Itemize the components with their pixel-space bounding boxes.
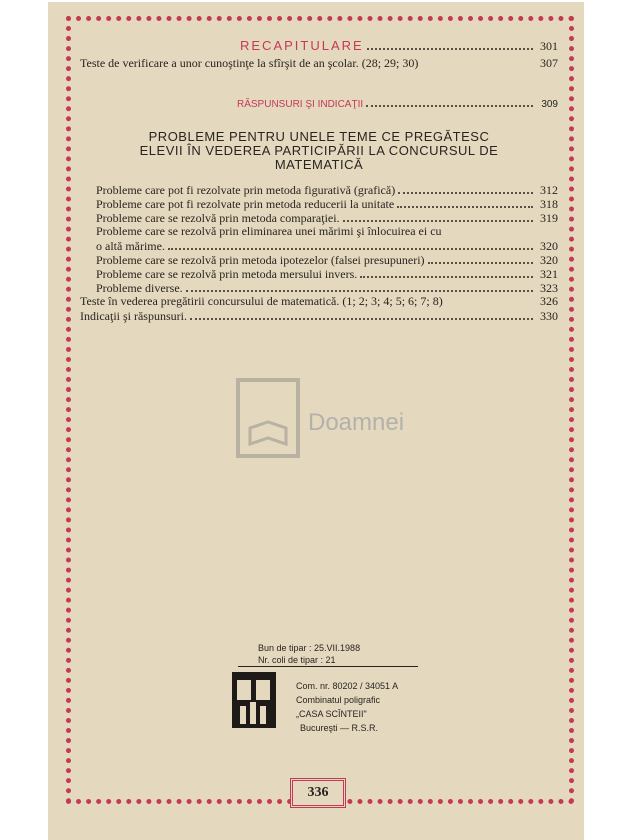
imprint-casa: „CASA SCÎNTEII" xyxy=(296,709,367,719)
toc-entry-teste xyxy=(80,56,558,70)
toc-entry-page: 309 xyxy=(541,99,558,110)
toc-entry-page: 307 xyxy=(540,56,558,70)
toc-entry-label: o altă mărime. xyxy=(96,239,165,253)
leader-dots xyxy=(428,252,533,264)
toc-entry-page: 323 xyxy=(540,281,558,295)
toc-entry-page: 321 xyxy=(540,267,558,281)
toc-entry-recapitulare xyxy=(80,38,558,53)
toc-entry xyxy=(96,210,558,225)
toc-entry xyxy=(96,238,558,253)
toc-entry xyxy=(96,252,558,267)
toc-entry-label: Teste în vederea pregătirii concursului de matematică. (1; 2; 3; 4; 5; 6; 7; 8) xyxy=(80,294,443,308)
book-icon xyxy=(236,378,406,460)
leader-dots xyxy=(343,210,533,222)
publisher-logo xyxy=(232,672,276,728)
toc-entry-page: 319 xyxy=(540,211,558,225)
toc-entry xyxy=(96,224,558,238)
toc-entry-label: Probleme care se rezolvă prin metoda comparaţiei. xyxy=(96,211,340,225)
leader-dots xyxy=(190,308,533,320)
toc-entry-label: Probleme care se rezolvă prin metoda ipotezelor (falsei presupuneri) xyxy=(96,253,425,267)
toc-entry-raspunsuri xyxy=(80,95,558,112)
toc-entry-label: Probleme care pot fi rezolvate prin metoda figurativă (grafică) xyxy=(96,183,396,197)
toc-entry xyxy=(96,196,558,211)
toc-entry-page: 301 xyxy=(540,39,558,53)
toc-entry-page: 330 xyxy=(540,309,558,323)
imprint-bun-de-tipar: Bun de tipar : 25.VII.1988 xyxy=(258,643,361,653)
page-number: 336 xyxy=(290,778,346,808)
imprint-city: Bucureşti — R.S.R. xyxy=(300,723,379,733)
leader-dots xyxy=(366,95,533,107)
section-heading-line-2: ELEVII ÎN VEDEREA PARTICIPĂRII LA CONCURSUL DE xyxy=(139,143,499,158)
toc-entry xyxy=(80,294,558,308)
toc-entry-label: Indicaţii şi răspunsuri. xyxy=(80,309,187,323)
toc-entry xyxy=(96,182,558,197)
leader-dots xyxy=(367,38,533,50)
section-heading-line-1: PROBLEME PENTRU UNELE TEME CE PREGĂTESC xyxy=(148,129,490,144)
imprint-coli-de-tipar: Nr. coli de tipar : 21 xyxy=(258,655,336,665)
toc-entry-label: RĂSPUNSURI ŞI INDICAŢII xyxy=(237,99,364,110)
toc-entry-label: Probleme care se rezolvă prin eliminarea unei mărimi şi înlocuirea ei cu xyxy=(96,224,442,238)
leader-dots xyxy=(398,182,533,194)
section-heading-line-3: MATEMATICĂ xyxy=(274,157,364,172)
leader-dots xyxy=(360,266,533,278)
leader-dots xyxy=(186,280,533,292)
leader-dots xyxy=(397,196,533,208)
toc-entry-label: RECAPITULARE xyxy=(240,38,364,53)
toc-entry-label: Probleme care pot fi rezolvate prin metoda reducerii la unitate xyxy=(96,197,395,211)
watermark-logo xyxy=(236,378,406,460)
toc-entry-label: Probleme diverse. xyxy=(96,281,183,295)
toc-entry-page: 320 xyxy=(540,253,558,267)
leader-dots xyxy=(168,238,533,250)
toc-entry-page: 320 xyxy=(540,239,558,253)
imprint-rule xyxy=(238,666,418,667)
toc-entry-page: 326 xyxy=(540,294,558,308)
toc-entry-page: 312 xyxy=(540,183,558,197)
imprint-com-nr: Com. nr. 80202 / 34051 A xyxy=(296,681,399,691)
toc-entry-page: 318 xyxy=(540,197,558,211)
toc-entry-label: Probleme care se rezolvă prin metoda mersului invers. xyxy=(96,267,358,281)
imprint-combinat: Combinatul poligrafic xyxy=(296,695,381,705)
watermark-text: Doamnei xyxy=(308,409,405,436)
toc-entry xyxy=(96,266,558,281)
toc-entry xyxy=(80,308,558,323)
toc-entry xyxy=(96,280,558,295)
toc-entry-label: Teste de verificare a unor cunoştinţe la sfîrşit de an şcolar. (28; 29; 30) xyxy=(80,56,419,70)
